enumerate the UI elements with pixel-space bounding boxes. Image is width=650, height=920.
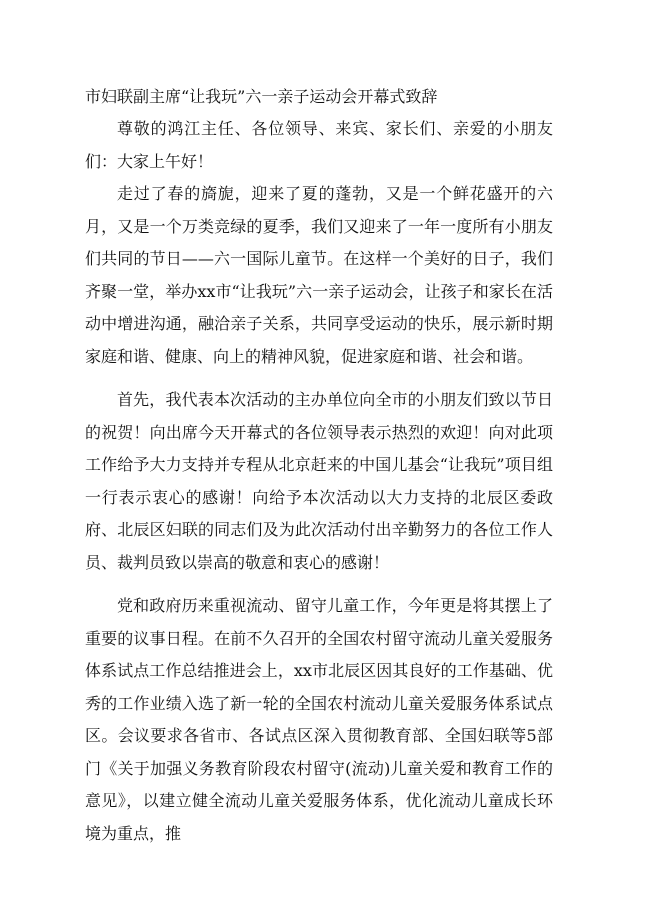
greeting-paragraph: 尊敬的鸿江主任、各位领导、来宾、家长们、亲爱的小朋友们： [85, 119, 553, 171]
intro-paragraph: 走过了春的旖旎，迎来了夏的蓬勃，又是一个鲜花盛开的六月，又是一个万类竞绿的夏季，我们又迎来了一年一度所有小朋友们共同的节日——六一国际儿童节。在这样一个美好的日子，我们齐聚一堂，举办xx市“让我玩”六一亲子运动会，让孩子和家长在活动中增进沟通，融洽亲子关系，共同享受运动的快乐，展示新时期家庭和谐、健康、向上的精神风貌，促进家庭和谐、社会和谐。 [85, 184, 553, 366]
hello-paragraph: 大家上午好！ [117, 152, 214, 171]
document-title: 市妇联副主席“让我玩”六一亲子运动会开幕式致辞 [85, 87, 438, 106]
policy-paragraph: 党和政府历来重视流动、留守儿童工作，今年更是将其摆上了重要的议事日程。在前不久召开的全国农村留守流动儿童关爱服务体系试点工作总结推进会上，xx市北辰区因其良好的工作基础、优秀的工作业绩入选了新一轮的全国农村流动儿童关爱服务体系试点区。会议要求各省市、各试点区深入贯彻教育部、全国妇联等5部门《关于加强义务教育阶段农村留守(流动)儿童关爱和教育工作的意见》，以建立健全流动儿童关爱服务体系，优化流动儿童成长环境为重点，推 [85, 596, 553, 843]
thanks-paragraph: 首先，我代表本次活动的主办单位向全市的小朋友们致以节日的祝贺！向出席今天开幕式的各位领导表示热烈的欢迎！向对此项工作给予大力支持并专程从北京赶来的中国儿基会“让我玩”项目组一行表示衷心的感谢！向给予本次活动以大力支持的北辰区委政府、北辰区妇联的同志们及为此次活动付出辛勤努力的各位工作人员、裁判员致以崇高的敬意和衷心的感谢！ [85, 390, 553, 572]
